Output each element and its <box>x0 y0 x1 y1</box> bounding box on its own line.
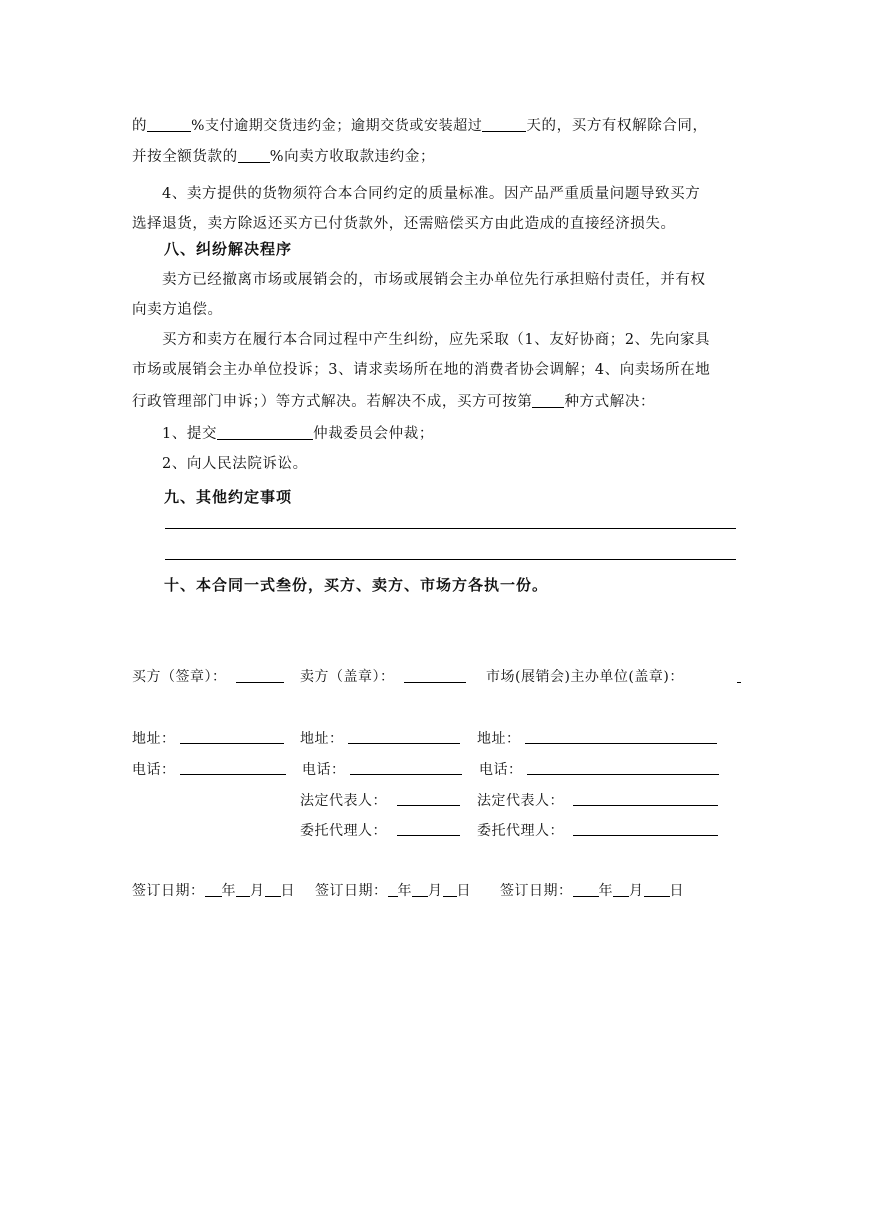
section-8-p2-line-3 <box>132 390 655 411</box>
text: 天的，买方有权解除合同， <box>526 118 708 134</box>
market-address-label: 地址： <box>477 731 521 747</box>
buyer-address-field[interactable] <box>180 743 284 744</box>
year-field[interactable] <box>205 881 222 897</box>
buyer-phone-label: 电话： <box>132 762 176 778</box>
penalty-line-2 <box>132 145 435 166</box>
seller-seal-field[interactable] <box>404 682 466 683</box>
seller-phone-field[interactable] <box>350 774 462 775</box>
option-arbitration <box>162 422 434 443</box>
month-field[interactable] <box>613 881 629 897</box>
seller-legal-rep-label: 法定代表人： <box>300 793 387 809</box>
text: 并按全额货款的 <box>132 149 238 165</box>
option-court: 2、向人民法院诉讼。 <box>162 456 308 472</box>
other-terms-line-2[interactable] <box>165 559 736 560</box>
section-8-p2-line-2: 市场或展销会主办单位投诉；3、请求卖场所在地的消费者协会调解；4、向卖场所在地 <box>132 362 711 378</box>
market-sign-date <box>500 880 684 900</box>
year-label: 年 <box>598 883 613 899</box>
month-field[interactable] <box>412 881 428 897</box>
market-legal-rep-field[interactable] <box>573 805 718 806</box>
buyer-sign-label: 买方（签章）： <box>132 669 227 685</box>
seller-seal-label: 卖方（盖章）： <box>300 669 395 685</box>
market-seal-field[interactable] <box>737 682 741 683</box>
market-address-field[interactable] <box>525 743 717 744</box>
buyer-sign-field[interactable] <box>236 682 284 683</box>
month-label: 月 <box>428 883 443 899</box>
penalty-line-1 <box>132 114 708 135</box>
market-agent-field[interactable] <box>573 835 718 836</box>
market-legal-rep-label: 法定代表人： <box>477 793 564 809</box>
blank-field[interactable] <box>238 147 270 163</box>
sign-date-label: 签订日期： <box>132 883 205 899</box>
seller-address-label: 地址： <box>300 731 344 747</box>
section-8-p1-line-2: 向卖方追偿。 <box>132 302 223 318</box>
year-field[interactable] <box>388 881 398 897</box>
blank-field[interactable] <box>482 116 526 132</box>
section-8-p1-line-1: 卖方已经撤离市场或展销会的，市场或展销会主办单位先行承担赔付责任，并有权 <box>162 272 706 288</box>
market-phone-field[interactable] <box>527 774 719 775</box>
sign-date-label: 签订日期： <box>315 883 388 899</box>
section-10-heading: 十、本合同一式叁份，买方、卖方、市场方各执一份。 <box>164 576 549 594</box>
text: 仲裁委员会仲裁； <box>313 426 434 442</box>
seller-sign-date <box>315 880 471 900</box>
buyer-phone-field[interactable] <box>180 774 286 775</box>
seller-address-field[interactable] <box>348 743 460 744</box>
buyer-sign-date <box>132 880 295 900</box>
year-label: 年 <box>221 883 236 899</box>
day-label: 日 <box>456 883 471 899</box>
year-field[interactable] <box>573 881 599 897</box>
blank-field[interactable] <box>532 392 564 408</box>
day-field[interactable] <box>443 881 457 897</box>
day-field[interactable] <box>644 881 670 897</box>
market-phone-label: 电话： <box>479 762 523 778</box>
day-label: 日 <box>280 883 295 899</box>
section-8-p2-line-1: 买方和卖方在履行本合同过程中产生纠纷，应先采取（1、友好协商；2、先向家具 <box>162 332 711 348</box>
month-label: 月 <box>629 883 644 899</box>
quality-clause-line-1: 4、卖方提供的货物须符合本合同约定的质量标准。因产品严重质量问题导致买方 <box>162 186 701 202</box>
text: 种方式解决： <box>564 394 656 410</box>
sign-date-label: 签订日期： <box>500 883 573 899</box>
other-terms-line-1[interactable] <box>165 528 736 529</box>
market-seal-label: 市场(展销会)主办单位(盖章)： <box>486 669 684 685</box>
blank-field[interactable] <box>147 116 191 132</box>
month-label: 月 <box>250 883 265 899</box>
arbitration-committee-field[interactable] <box>217 424 313 440</box>
text: 的 <box>132 118 148 134</box>
seller-phone-label: 电话： <box>302 762 346 778</box>
text: %向卖方收取款违约金； <box>269 149 436 165</box>
seller-agent-field[interactable] <box>397 835 460 836</box>
text: %支付逾期交货违约金；逾期交货或安装超过 <box>191 118 483 134</box>
market-agent-label: 委托代理人： <box>477 823 564 839</box>
quality-clause-line-2: 选择退货，卖方除返还买方已付货款外，还需赔偿买方由此造成的直接经济损失。 <box>132 216 676 232</box>
text: 1、提交 <box>162 426 218 442</box>
year-label: 年 <box>397 883 412 899</box>
section-9-heading: 九、其他约定事项 <box>164 488 293 506</box>
day-label: 日 <box>669 883 684 899</box>
seller-agent-label: 委托代理人： <box>300 823 387 839</box>
text: 行政管理部门申诉；）等方式解决。若解决不成，买方可按第 <box>132 394 533 410</box>
seller-legal-rep-field[interactable] <box>397 805 460 806</box>
buyer-address-label: 地址： <box>132 731 176 747</box>
day-field[interactable] <box>265 881 281 897</box>
month-field[interactable] <box>236 881 250 897</box>
section-8-heading: 八、纠纷解决程序 <box>164 240 293 258</box>
